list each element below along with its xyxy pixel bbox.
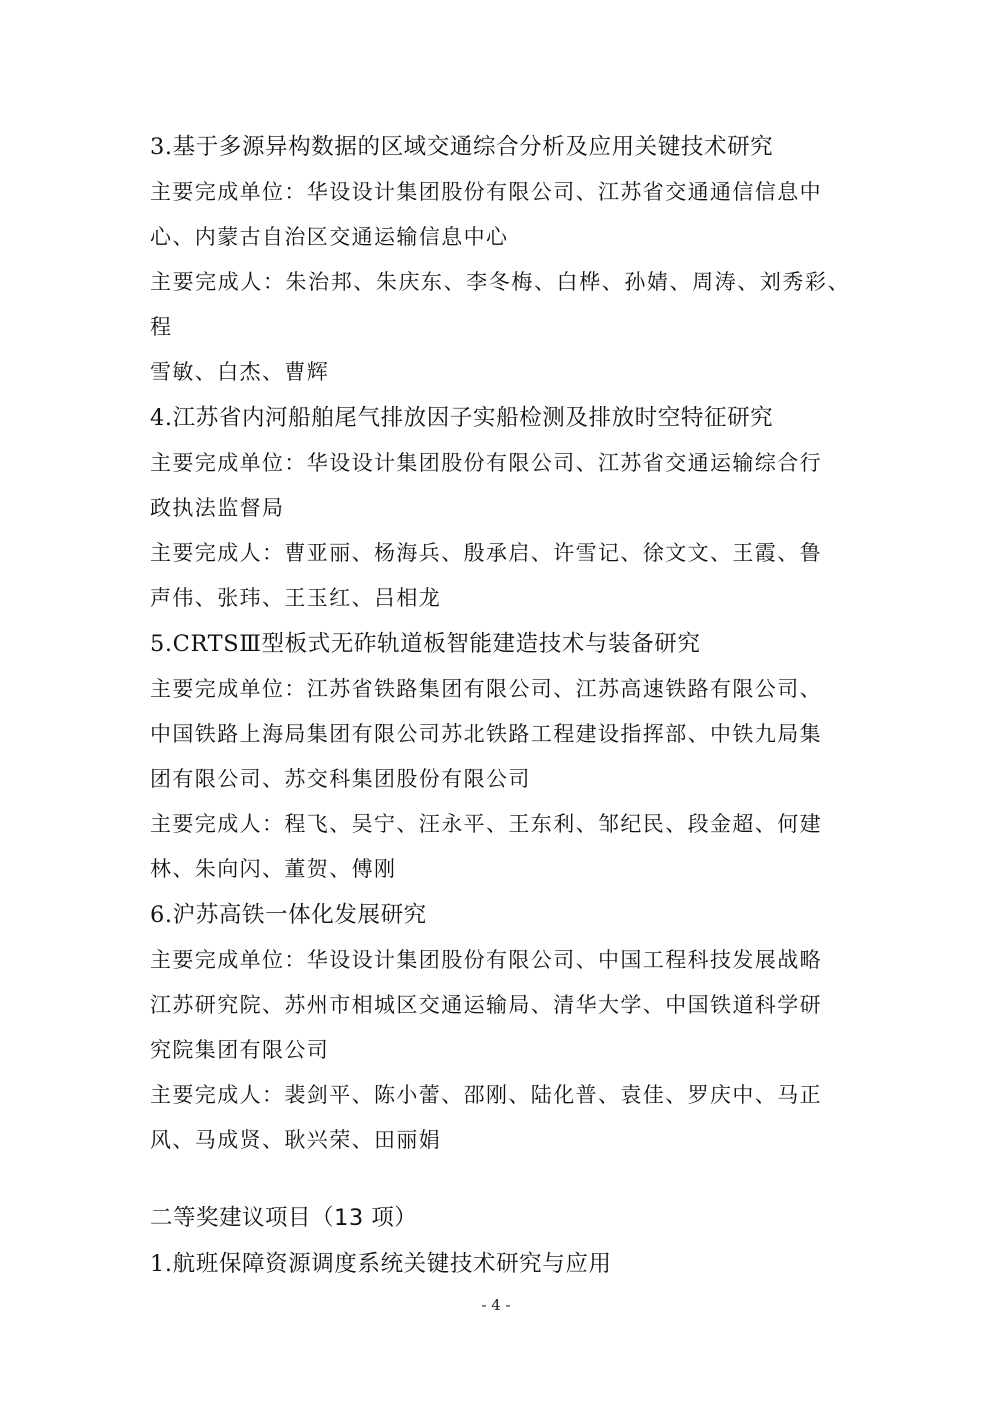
people-line: 主要完成人：朱治邦、朱庆东、李冬梅、白桦、孙婧、周涛、刘秀彩、程 [150, 270, 850, 339]
document-body [150, 124, 850, 1287]
units-line: 主要完成单位：华设设计集团股份有限公司、江苏省交通通信信息中 [150, 180, 822, 204]
project-6 [150, 892, 850, 1163]
project-title: 4.江苏省内河船舶尾气排放因子实船检测及排放时空特征研究 [150, 405, 774, 431]
units-line: 江苏研究院、苏州市相城区交通运输局、清华大学、中国铁道科学研 [150, 993, 822, 1017]
units-line: 中国铁路上海局集团有限公司苏北铁路工程建设指挥部、中铁九局集 [150, 722, 822, 746]
second-prize-heading: 二等奖建议项目（13 项） [150, 1205, 418, 1231]
page-number: - 4 - [481, 1296, 511, 1314]
people-line: 林、朱向闪、董贺、傅刚 [150, 857, 397, 881]
units-line: 政执法监督局 [150, 496, 285, 520]
project-4 [150, 395, 850, 621]
people-line: 主要完成人：曹亚丽、杨海兵、殷承启、许雪记、徐文文、王霞、鲁 [150, 541, 822, 565]
project-title: 5.CRTSⅢ型板式无砟轨道板智能建造技术与装备研究 [150, 631, 701, 657]
people-line: 主要完成人：裴剑平、陈小蕾、邵刚、陆化普、袁佳、罗庆中、马正 [150, 1083, 822, 1107]
project-title: 3.基于多源异构数据的区域交通综合分析及应用关键技术研究 [150, 134, 774, 160]
units-line: 心、内蒙古自治区交通运输信息中心 [150, 225, 509, 249]
units-line: 团有限公司、苏交科集团股份有限公司 [150, 767, 531, 791]
units-line: 主要完成单位：华设设计集团股份有限公司、江苏省交通运输综合行 [150, 451, 822, 475]
project-5 [150, 621, 850, 892]
project-title: 1.航班保障资源调度系统关键技术研究与应用 [150, 1251, 612, 1277]
units-line: 主要完成单位：华设设计集团股份有限公司、中国工程科技发展战略 [150, 948, 822, 972]
units-line: 主要完成单位：江苏省铁路集团有限公司、江苏高速铁路有限公司、 [150, 677, 822, 701]
units-line: 究院集团有限公司 [150, 1038, 330, 1062]
people-line: 雪敏、白杰、曹辉 [150, 360, 330, 384]
people-line: 风、马成贤、耿兴荣、田丽娟 [150, 1128, 442, 1152]
project-3 [150, 124, 850, 395]
people-line: 主要完成人：程飞、吴宁、汪永平、王东利、邹纪民、段金超、何建 [150, 812, 822, 836]
section-spacer [150, 1163, 850, 1195]
project-title: 6.沪苏高铁一体化发展研究 [150, 902, 427, 928]
people-line: 声伟、张玮、王玉红、吕相龙 [150, 586, 442, 610]
